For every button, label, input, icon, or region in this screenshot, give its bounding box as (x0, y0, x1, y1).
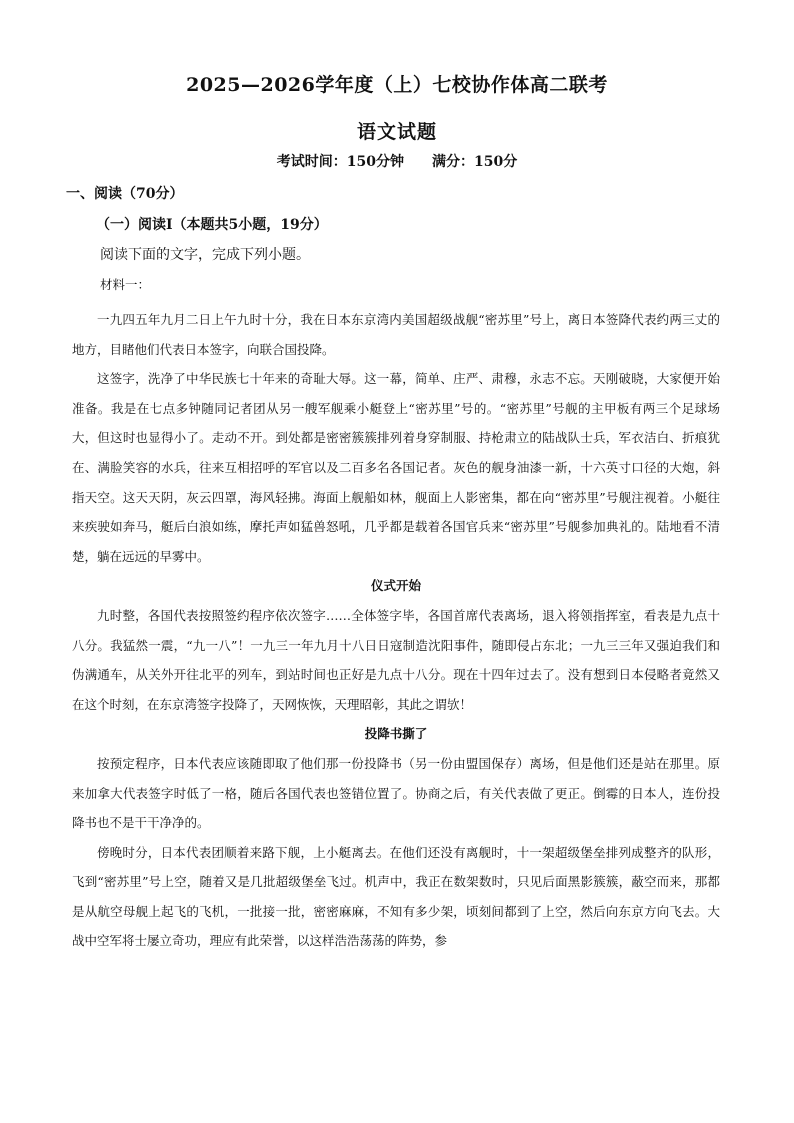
full-score: 满分：150分 (432, 154, 518, 170)
passage-paragraph: 一九四五年九月二日上午九时十分，我在日本东京湾内美国超级战舰“密苏里”号上，离日本签降代表约两三丈的地方，目睹他们代表日本签字，向联合国投降。 (72, 312, 720, 357)
section-heading: 一、阅读（70分） (66, 186, 184, 202)
exam-info (0, 151, 794, 171)
subsection-heading: （一）阅读Ⅰ（本题共5小题，19分） (96, 217, 328, 233)
instruction-text: 阅读下面的文字，完成下列小题。 (100, 247, 310, 263)
passage-subheading: 投降书撕了 (364, 726, 428, 742)
subject-title: 语文试题 (356, 121, 437, 143)
passage-paragraph: 这签字，洗净了中华民族七十年来的奇耻大辱。这一幕，简单、庄严、肃穆，永志不忘。天刚破晓，大家便开始准备。我是在七点多钟随同记者团从另一艘军舰乘小艇登上“密苏里”号的。“密苏里”号舰的主甲板有两三个足球场大，但这时也显得小了。走动不开。到处都是密密簇簇排列着身穿制服、持枪肃立的陆战队士兵，军衣洁白、折痕犹在、满脸笑容的水兵，往来互相招呼的军官以及二百多名各国记者。灰色的舰身油漆一新，十六英寸口径的大炮，斜指天空。这天天阴，灰云四罩，海风轻拂。海面上舰船如林，舰面上人影密集，都在向“密苏里”号舰注视着。小艇往来疾驶如奔马，艇后白浪如练，摩托声如猛兽怒吼，几乎都是载着各国官兵来“密苏里”号舰参加典礼的。陆地看不清楚，躺在远远的早雾中。 (72, 371, 720, 564)
exam-time: 考试时间：150分钟 (276, 154, 404, 170)
material-label: 材料一： (100, 277, 151, 292)
passage-body (72, 305, 720, 956)
exam-title: 2025—2026学年度（上）七校协作体高二联考 (186, 74, 608, 96)
passage-paragraph: 傍晚时分，日本代表团顺着来路下舰，上小艇离去。在他们还没有离舰时，十一架超级堡垒排列成整齐的队形，飞到“密苏里”号上空，随着又是几批超级堡垒飞过。机声中，我正在数架数时，只见后面黑影簇簇，蔽空而来，那都是从航空母舰上起飞的飞机，一批接一批，密密麻麻，不知有多少架，顷刻间都到了上空，然后向东京方向飞去。大战中空军将士屡立奇功，理应有此荣誉，以这样浩浩荡荡的阵势，参 (72, 844, 720, 949)
passage-paragraph: 按预定程序，日本代表应该随即取了他们那一份投降书（另一份由盟国保存）离场，但是他们还是站在那里。原来加拿大代表签字时低了一格，随后各国代表也签错位置了。协商之后，有关代表做了更正。倒霉的日本人，连份投降书也不是干干净净的。 (72, 755, 720, 831)
passage-subheading: 仪式开始 (370, 578, 421, 594)
passage-paragraph: 九时整，各国代表按照签约程序依次签字……全体签字毕，各国首席代表离场，退入将领指挥室，看表是九点十八分。我猛然一震，“九一八”！一九三一年九月十八日日寇制造沈阳事件，随即侵占东北；一九三三年又强迫我们和伪满通车，从关外开往北平的列车，到站时间也正好是九点十八分。现在十四年过去了。没有想到日本侵略者竟然又在这个时刻，在东京湾签字投降了，天网恢恢，天理昭彰，其此之谓欤！ (72, 607, 720, 712)
